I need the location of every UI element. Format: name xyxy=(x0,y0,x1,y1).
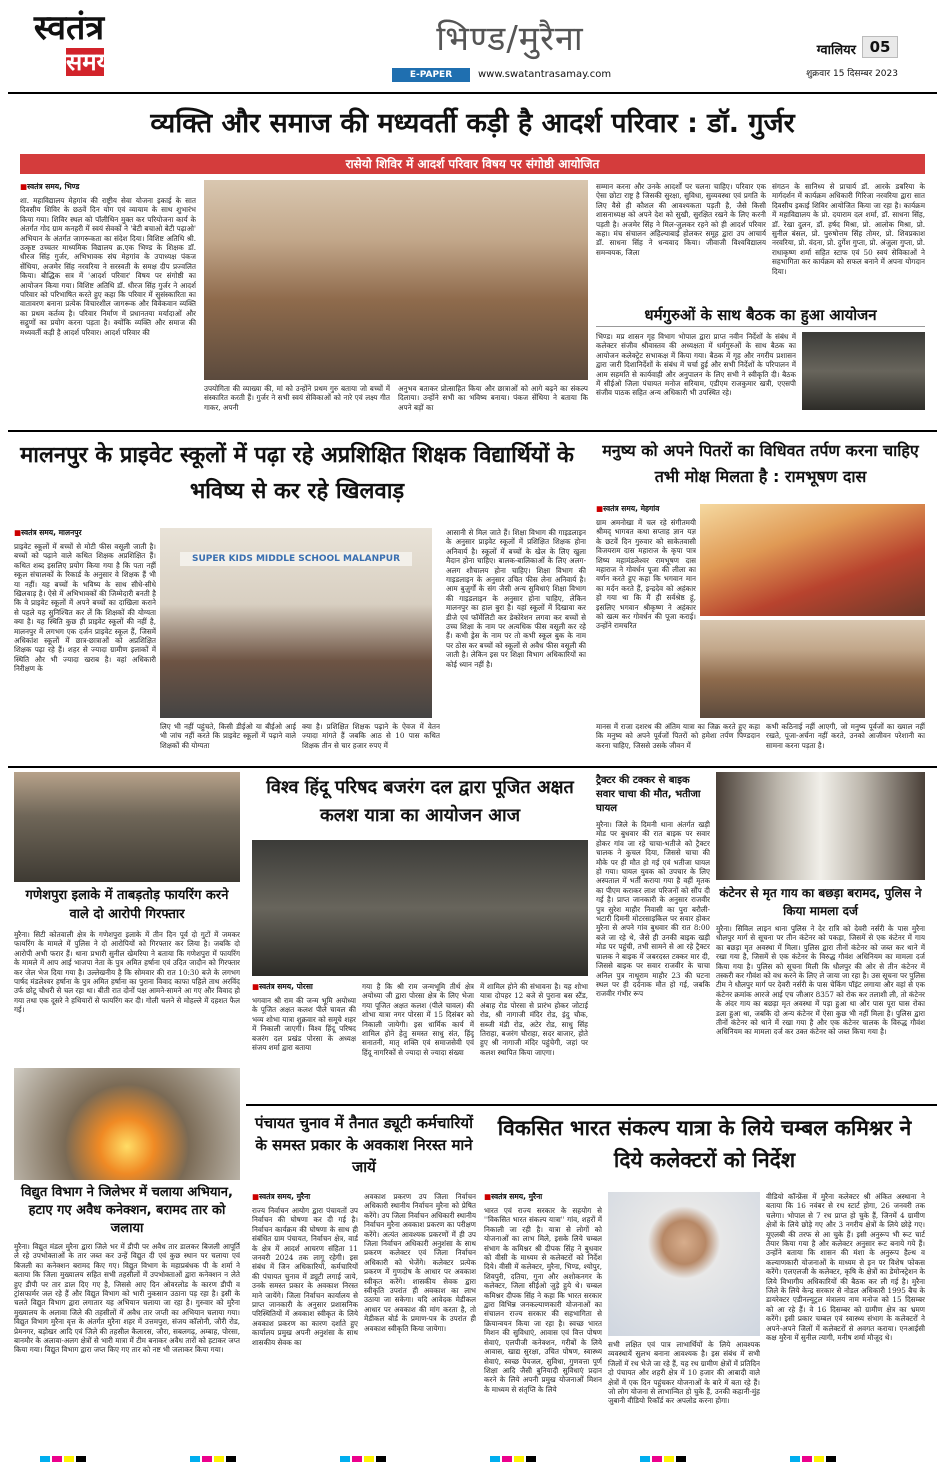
story10-headline: पंचायत चुनाव में तैनात ड्यूटी कर्मचारियों के समस्त प्रकार के अवकाश निरस्त माने जायें xyxy=(255,1114,473,1176)
story10-col2: अवकाश प्रकरण उप जिला निर्वाचन अधिकारी स्थानीय निर्वाचन मुरैना को प्रेषित करेंगे। उप जिला निर्वाचन अधिकारी स्थानीय निर्वाचन मुरैना अवकाश प्रकरण का परीक्षण करेंगे। अत्यंत आवश्यक प्रकरणों में ही उप जिला निर्वाचन अधिकारी अनुशंसा के साथ प्रकरण कलेक्टर एवं जिला निर्वाचन अधिकारी को भेजेंगे। कलेक्टर प्रत्येक प्रकरण में गुणदोष के आधार पर अवकाश स्वीकृत करेंगे। शासकीय सेवक द्वारा स्वीकृति उपरांत ही अवकाश का लाभ उठाया जा सकेगा। यदि आवेदक मेडीकल आधार पर अवकाश की मांग करता है, तो मेडीकल बोर्ड के प्रमाण-पत्र के उपरांत ही अवकाश स्वीकृति किया जायेगा। xyxy=(364,1192,476,1333)
story9-text: मुरैना। विद्युत मंडल मुरैना द्वारा जिले भर में डीपी पर अवैध तार डालकर बिजली आपूर्ति ले रहे उपभोक्ताओं के तार जब्त कर उन्हें विद्युत दी एवं कुछ स्थान पर चलाया एवं बिजली का कनेक्शन बरामद किए गए। विद्युत विभाग के महाप्रबंधक पी के शर्मा ने बताया कि जिला मुख्यालय सहित सभी तहसीलों में उपभोक्ताओं द्वारा कनेक्शन न लेते हुए डीपी पर तार डाल दिए गए है, जिससे आए दिन ओवरलोड के कारण डीपी व ट्रांसफार्मर जल रहे हैं और विद्युत विभाग को भारी नुकसान उठाना पड़ रहा है। इसी के चलते विद्युत विभाग द्वारा लगातार यह अभियान चलाया जा रहा है। गुरुवार को मुरैना मुख्यालय के अलावा जिले की तहसीलों में अवैध तार जप्ती का अभियान चलाया गया। विद्युत विभाग मुरैना वृत्त के अंतर्गत मुरैना शहर में उत्तमपुरा, संजय कॉलोनी, जौरी रोड, प्रेमनगर, बड़ोखर आदि एवं जिले की तहसील कैलारस, जौरा, सबलगढ़, अम्बाह, पोरसा, बानमौर के अलावा-अलग क्षेत्रों से भारी मात्रा में टीम बनाकर अवैध तारों को हटाकर जप्त किया गया। विद्युत विभाग द्वारा जप्त किए गए तार को नष्ट भी जलाकर किया गया। xyxy=(14,1242,240,1355)
story6-col1: भगवान श्री राम की जन्म भूमि अयोध्या के पूजित अक्षत कलश पीले चावल की भव्य शोभा यात्रा शुक्रवार को समूचे शहर में निकाली जाएगी। विश्व हिंदू परिषद बजरंग दल प्रखंड पोरसा के अध्यक्ष संजय शर्मा द्वारा बताया xyxy=(252,996,356,1053)
registration-swatch xyxy=(376,1456,386,1462)
story4-photo-bottom xyxy=(700,620,925,718)
registration-swatch xyxy=(352,1456,362,1462)
story2-photo xyxy=(802,332,925,410)
registration-swatch xyxy=(214,1456,224,1462)
story4-photo-top xyxy=(700,504,925,616)
story7-headline: ट्रैक्टर की टक्कर से बाइक सवार चाचा की मौत, भतीजा घायल xyxy=(596,775,701,814)
story3-headline: मालनपुर के प्राइवेट स्कूलों में पढ़ा रहे अप्रशिक्षित शिक्षक विद्यार्थियों के भविष्य से कर रहे खिलवाड़ xyxy=(20,443,574,504)
story4-bottom1: मानस में राजा दशरथ की अंतिम यात्रा का जिक्र करते हुए कहा कि मनुष्य को अपने पूर्वजों पितरों को हमेशा तर्पण पिण्डदान करना चाहिए, जिससे उसके जीवन में xyxy=(596,722,760,750)
story3-caption1: लिए भी नहीं पहुंचते, किसी डीईओ या बीईओ आई भी जांच नहीं करते कि प्राइवेट स्कूलों में पढ़ाने वाले शिक्षकों की योग्यता xyxy=(160,722,296,750)
divider-2 xyxy=(8,766,937,768)
registration-swatch xyxy=(790,1456,800,1462)
story4-bottom2: कभी कठिनाई नहीं आएगी, जो मनुष्य पूर्वजों का ख्याल नहीं रखते, पूजा-अर्चना नहीं करते, उनको आजीवन परेशानी का सामना करना पड़ता है। xyxy=(766,722,925,750)
story6-photo xyxy=(252,840,588,976)
story8-photo xyxy=(716,772,925,880)
story8-text: मुरैना। सिविल लाइन थाना पुलिस ने देर रात्रि को देवरी नर्सरी के पास मुरैना धौलपुर मार्ग से सूचना पर तीन कंटेनर को पकड़ा, जिसमें से एक कंटेनर में गाय का बछड़ा मृत अवस्था में मिला। पुलिस द्वारा तीनों कंटेनर को जब्त कर थाने में रखा गया है, जिसमें से एक कंटेनर के विरुद्ध गौवंश अधिनियम का मामला दर्ज किया गया है। पुलिस को सूचना मिली कि धौलपुर की ओर से तीन कंटेनर में तस्करी कर गौवंश को वध करने के लिए ले जाया जा रहा है। उस सूचना पर पुलिस टीम ने धौलपुर मार्ग पर देवरी नर्सरी के पास चेकिंग पॉइंट लगाया और वहां से एक कंटेनर क्रमांक आरजे आई एच जीआर 8357 को रोक कर तलाशी ली, तो कंटेनर के अंदर गाय का बछड़ा मृत अवस्था में पड़ा हुआ था और पास पूरा घास रोका डला हुआ था, जबकि दो अन्य कंटेनर में ऐसा कुछ भी नहीं मिला है। पुलिस द्वारा तीनों कंटेनर को थाने में रखा गया है और एक कंटेनर चालक के विरुद्ध गौवंश अधिनियम का मामला दर्ज कर उक्त कंटेनर को जब्त किया गया है। xyxy=(716,924,925,1037)
story7-text: मुरैना। जिले के दिमनी थाना अंतर्गत खड़ी मोड पर बुधवार की रात बाइक पर सवार होकर गांव जा रहे चाचा-भतीजे को ट्रैक्टर चालक ने कुचल दिया, जिससे चाचा की मौके पर ही मौत हो गई एवं भतीजा घायल हो गया। घायल युवक को उपचार के लिए अस्पताल में भर्ती कराया गया है वहीं मृतक का पीएम कराकर लाश परिजनों को सौंप दी गई है। प्राप्त जानकारी के अनुसार राजवीर पुत्र सुरेश माहौर निवासी का पुरा बरौली-भटारी दिमनी मोटरसाइकिल पर सवार होकर मुरैना से अपने गांव बुधवार की रात 8:00 बजे जा रहे थे, जैसे ही उनकी बाइक खड़ी मोड पर पहुंची, तभी सामने से आ रहे ट्रैक्टर चालक ने बाइक में जबरदस्त टक्कर मार दी, जिससे बाइक पर सवार राजवीर के चाचा अनिल पुत्र नाथूराम माहौर 23 की घटना स्थल पर ही दर्दनाक मौत हो गई, जबकि राजवीर गंभीर रूप xyxy=(596,820,710,999)
edition-title: भिण्ड/मुरैना xyxy=(436,19,584,59)
story3-caption2: क्या है। प्रशिक्षित शिक्षक पढ़ाने के ऐवज में वेतन ज्यादा मांगते हैं जबकि आठ से 10 पास कथित शिक्षक तीन से चार हजार रुपए में xyxy=(302,722,440,750)
registration-swatch xyxy=(802,1456,812,1462)
website[interactable]: www.swatantrasamay.com xyxy=(478,69,612,80)
registration-swatch xyxy=(226,1456,236,1462)
story1-col4: सम्मान करना और उनके आदर्शों पर चलना चाहिए। परिवार एक ऐसा छोटा राष्ट्र है जिसकी सुरक्षा, सुविधा, सुव्यवस्था एवं प्रगति के लिए वैसे ही कौशल की आवश्यकता पड़ती है, जैसे किसी शासनाध्यक्ष को अपने देश को सुखी, सुरक्षित रखने के लिए करनी पड़ती है। अजमेर सिंह ने मिल-जुलकर रहने को ही आदर्श परिवार कहा। मंच संचालन अहिल्याबाई होलकर समूह द्वारा उप आचार्य डॉ. साधना सिंह ने धन्यवाद किया। जीवाजी विश्वविद्यालय समन्वयक, जिला xyxy=(596,182,766,257)
story3-photo xyxy=(160,528,432,718)
story11-col2: सभी लक्षित एवं पात्र लाभार्थियों के लिये आवश्यक व्यवस्थायें सुलभ बनाना आवश्यक है। इस संबंध में सभी जिलों में रथ भेजे जा रहे हैं, यह रथ ग्रामीण क्षेत्रों में प्रतिदिन दो पंचायत और शहरी क्षेत्र में 10 हजार की आबादी वाले क्षेत्रों में एक दिन पहुंचकर योजनाओं के बारे में बता रहे हैं। जो लोग योजना से लाभान्वित हो चुके हैं, उनकी कहानी-मुंह जुबानी वीडियो रिकॉर्ड कर अपलोड करना होगा। xyxy=(608,1340,760,1406)
page-number: 05 xyxy=(862,36,898,58)
registration-swatch xyxy=(526,1456,536,1462)
registration-swatch xyxy=(826,1456,836,1462)
city-label: ग्वालियर xyxy=(816,43,856,58)
logo-line2: समय xyxy=(66,48,111,76)
story3-byline: ■ स्वतंत्र समय, मालनपुर xyxy=(14,528,164,538)
registration-swatch xyxy=(340,1456,350,1462)
epaper-label: E-PAPER xyxy=(392,68,470,82)
story4-headline: मनुष्य को अपने पितरों का विधिवत तर्पण करना चाहिए तभी मोक्ष मिलता है : रामभूषण दास xyxy=(602,441,919,486)
story4-byline: ■ स्वतंत्र समय, मेहगांव xyxy=(596,504,736,514)
registration-swatch xyxy=(52,1456,62,1462)
logo xyxy=(14,8,124,88)
story1-photo xyxy=(204,180,588,380)
registration-swatch xyxy=(202,1456,212,1462)
story11-col1: भारत एवं राज्य सरकार के सहयोग से ''विकसित भारत संकल्प यात्रा'' गांव, शहरों में निकाली जा रही है। यात्रा से लोगों को योजनाओं का लाभ मिले, इसके लिये चम्बल संभाग के कमिश्नर श्री दीपक सिंह ने बुधवार को वीसी के माध्यम से कलेक्टरों को निर्देश दिये। वीसी में कलेक्टर, मुरैना, भिण्ड, श्योपुर, शिवपुरी, दतिया, गुना और अशोकनगर के कलेक्टर, जिला सीईओ जुड़े हुये थे। चम्बल कमिश्नर दीपक सिंह ने कहा कि भारत सरकार द्वारा विभिन्न जनकल्याणकारी योजनाओं का संचालन राज्य सरकार की सहभागिता से क्रियान्वयन किया जा रहा है। स्वच्छ भारत मिशन की सुविधाएं, आवास एवं वित्त पोषण सेवाएं, एलपीजी कनेक्शन, गरीबों के लिये आवास, खाद्य सुरक्षा, उचित पोषण, स्वास्थ्य सेवाएं, स्वच्छ पेयजल, सुविधा, गुणवत्ता पूर्ण शिक्षा आदि जैसी बुनियादी सुविधाएं प्रदान करने के लिये अपनी प्रमुख योजनाओं मिशन के माध्यम से संतृप्ति के लिये xyxy=(484,1206,602,1394)
story11-headline: विकसित भारत संकल्प यात्रा के लिये चम्बल कमिश्नर ने दिये कलेक्टरों को निर्देश xyxy=(497,1116,912,1172)
story1-col1: शा. महाविद्यालय मेहगांव की राष्ट्रीय सेवा योजना इकाई के सात दिवसीय शिविर के छठवें दिन योग एवं व्यायाम के साथ शुभारंभ किया गया। शिविर स्थल को पॉलीथिन मुक्त कर परियोजना कार्य के अंतर्गत गोद ग्राम कनहरी में स्वयं सेवकों ने 'बेटी बचाओ बेटी पढ़ाओ' अभियान के अंतर्गत जागरूकता का संदेश दिया। विशिष्ट अतिथि श्री. उत्कृष्ट उच्चतर माध्यमिक विद्यालय क्र.एक भिण्ड के शिक्षक डॉ. धीरज सिंह गुर्जर, अभिभावक संघ मेहगांव के उपाध्यक्ष पंकज सेंथिया, अजमेर सिंह नरवरिया ने सरस्वती के समक्ष दीप प्रज्वलित किया। बौद्धिक सत्र में 'आदर्श परिवार' विषय पर संगोष्ठी का आयोजन किया गया। विशिष्ट अतिथि डॉ. धीरज सिंह गुर्जर ने आदर्श परिवार को परिभाषित करते हुए कहा कि परिवार में सुसंस्कारिता का वातावरण बनाना प्रत्येक विचारशील जागरूक और विवेकवान व्यक्ति का प्रथम कर्तव्य है। परिवार निर्माण में प्रधानतया मर्यादाओं और सद्गुणों का प्रयोग करना पड़ता है। क्योंकि व्यक्ति और समाज की मध्यवर्ती कड़ी है आदर्श परिवार। आदर्श परिवार की xyxy=(20,196,196,337)
registration-swatch xyxy=(676,1456,686,1462)
registration-swatch xyxy=(76,1456,86,1462)
story11-col3: वीडियो कॉन्फ्रेंस में मुरैना कलेक्टर श्री अंकित अस्थाना ने बताया कि 16 नवंबर से रथ स्टार्ट होगा, 26 जनवरी तक चलेगा। भोपाल से 7 रथ प्राप्त हो चुके हैं, जिनमें 4 ग्रामीण क्षेत्रों के लिये छोड़े गए और 3 नगरीय क्षेत्रों के लिये छोड़े गए। यूएलबी की तरफ से आ चुके हैं। इसी अनुरूप भी रूट चार्ट तैयार किया गया है और कलेक्टर अनुसार रूट बनाये गये हैं। उन्होंने बताया कि शासन की मंशा के अनुरूप हैल्थ व कल्याणकारी योजनाओं के माध्यम से इन पर विशेष फोकस करेंगे। एलएलजी के कलेक्टर, कृषि के क्षेत्रों का डेमोन्स्ट्रेशन के लिये विभागीय अधिकारियों की बैठक कर ली गई है। मुरैना जिले के लिये केन्द्र सरकार से नोडल अधिकारी 1995 बैच के डायरेक्टर एडीनल्यूट्रल मंत्रालय नाम मनोज को 15 दिसम्बर को आ रहे हैं। वे 16 दिसम्बर को ग्रामीण क्षेत्र का भ्रमण करेंगे। इसी प्रकार चम्बल एवं स्वास्थ्य संभाग के कलेक्टरों ने अपने-अपने जिलों में कलेक्टरों से अवगत कराया। एनआईसी कक्ष मुरैना में सुनील त्यागी, मनीष शर्मा मौजूद थे। xyxy=(766,1192,925,1343)
registration-swatch xyxy=(64,1456,74,1462)
story6-byline: ■ स्वतंत्र समय, पोरसा xyxy=(252,982,372,992)
story1-subhead: रासेयो शिविर में आदर्श परिवार विषय पर संगोष्ठी आयोजित xyxy=(20,154,925,174)
registration-swatch xyxy=(40,1456,50,1462)
registration-swatch xyxy=(514,1456,524,1462)
logo-line1: स्वतंत्र xyxy=(33,8,105,48)
story4-text: ग्राम अमनोखा में चल रहे संगीतमयी श्रीमद् भागवत कथा सप्ताह ज्ञान यज्ञ के छटवें दिन गुरुवार को साकेतवासी विजयराम दास महाराज के कृपा पात्र शिष्य महामंडलेश्वर रामभूषण दास महाराज ने गोवर्धन पूजा की लीला का वर्णन करते हुए कहा कि भगवान मान का मर्दन करते हैं, इन्द्रदेव को अहंकार हो गया था कि मैं ही सर्वश्रेष्ठ हूं, इसलिए भगवान श्रीकृष्ण ने अहंकार को खत्म कर गोवर्धन की पूजा कराई। उन्होंने रामचरित xyxy=(596,518,696,631)
registration-swatch xyxy=(652,1456,662,1462)
story3-col3: आसानी से मिल जाते हैं। शिक्षा विभाग की गाइडलाइन के अनुसार प्राइवेट स्कूलों में प्रशिक्षित शिक्षक होना अनिवार्य है। स्कूलों में बच्चों के खेल के लिए खुला मैदान होना चाहिए। बालक-बालिकाओं के लिए अलग-अलग शौचालय होना चाहिए। शिक्षा विभाग की गाइडलाइन के अनुसार उचित फीस लेना अनिवार्य है। आम बुज़ुर्गों के संग जैसी अन्य सुविधाएं शिक्षा विभाग की गाइडलाइन के अनुसार होना चाहिए, लेकिन मालनपुर का हाल बुरा है। यहां स्कूलों में दिखावा कर डीजे एवं फॉर्मेलिटी कर डेकोरेशन लगवा कर बच्चों से उच्च शिक्षा के नाम पर अत्यधिक फीस वसूली कर रहे हैं। कभी ड्रेस के नाम पर तो कभी स्कूल बुक के नाम पर ठोस कर बच्चों को स्कूलों से अवैध फीस वसूली की जाती है। लेकिन इस पर शिक्षा विभाग अधिकारियों का कोई ध्यान नहीं है। xyxy=(446,528,586,669)
registration-swatch xyxy=(502,1456,512,1462)
story5-headline: गणेशपुरा इलाके में ताबड़तोड़ फायरिंग करने वाले दो आरोपी गिरफ्तार xyxy=(25,888,229,922)
story1-byline: ■ स्वतंत्र समय, भिण्ड xyxy=(20,182,200,192)
story11-photo xyxy=(608,1192,760,1336)
story10-byline: ■ स्वतंत्र समय, मुरैना xyxy=(252,1192,372,1202)
registration-swatch xyxy=(640,1456,650,1462)
story3-col1: प्राइवेट स्कूलों में बच्चों से मोटी फीस वसूली जाती है। बच्चों को पढ़ाने वाले कथित शिक्षक अप्रशिक्षित हैं। कथित शब्द इसलिए प्रयोग किया गया है कि पता नहीं स्कूल संचालकों के रिकार्ड के अनुसार वे शिक्षक हैं भी या नहीं। यह बच्चों के भविष्य के साथ सीधे-सीधे खिलवाड़ है। ऐसे में अभिभावकों की जिम्मेदारी बनती है कि वे प्राइवेट स्कूलों में अपने बच्चों का दाखिला कराने से पहले यह सुनिश्चित कर लें कि शिक्षकों की योग्यता क्या है। यह स्थिति कुछ ही प्राइवेट स्कूलों की नहीं है, मालनपुर में लगभग एक दर्जन प्राइवेट स्कूल हैं, जिसमें अधिकांश स्कूलों में छात्र-छात्राओं को अप्रशिक्षित शिक्षक पढ़ा रहे हैं। शहर से ज्यादा ग्रामीण इलाकों में स्थिति और भी ज्यादा खराब है। वहां अधिकारी निरीक्षण के xyxy=(14,542,156,674)
divider-3 xyxy=(246,1104,937,1106)
issue-date: शुक्रवार 15 दिसम्बर 2023 xyxy=(806,69,898,79)
story8-headline: कंटेनर से मृत गाय का बछड़ा बरामद, पुलिस ने किया मामला दर्ज xyxy=(719,886,922,918)
registration-swatch xyxy=(364,1456,374,1462)
story6-headline: विश्व हिंदू परिषद बजरंग दल द्वारा पूजित अक्षत कलश यात्रा का आयोजन आज xyxy=(266,777,574,826)
story6-col2: गया है कि श्री राम जन्मभूमि तीर्थ क्षेत्र अयोध्या जी द्वारा पोरसा क्षेत्र के लिए भेजा गया पूजित अक्षत कलश (पीले चावल) की शोभा यात्रा नगर पोरसा में 15 दिसंबर को निकाली जायेगी। इस धार्मिक कार्य में शामिल होने हेतु समस्त साधु संत, हिंदू सनातनी, मातृ शक्ति एवं समाजसेवी एवं हिंदू नागरिकों से ज्यादा से ज्यादा संख्या xyxy=(362,982,474,1057)
story10-col1: राज्य निर्वाचन आयोग द्वारा पंचायतों उप निर्वाचन की घोषणा कर दी गई है। निर्वाचन कार्यक्रम की घोषणा के साथ ही संबंधित ग्राम पंचायत, निर्वाचन क्षेत्र, वार्ड के क्षेत्र में आदर्श आचरण संहिता 11 जनवरी 2024 तक लागू रहेगी। इस संबंध में जिन अधिकारियों, कर्मचारियों की पंचायत चुनाव में ड्यूटी लगाई जाये, उनके समस्त प्रकार के अवकाश निरस्त माने जायेंगे। जिला निर्वाचन कार्यालय से प्राप्त जानकारी के अनुसार प्रशासनिक परिस्थितियों में अवकाश स्वीकृत के लिये अवकाश प्रकरण का कारण दर्शाते हुए कार्यालय प्रमुख अपनी अनुशंसा के साथ शासकीय सेवक का xyxy=(252,1206,358,1347)
registration-marks xyxy=(0,1452,945,1468)
story5-text: मुरैना। सिटी कोतवाली क्षेत्र के गणेशपुरा इलाके में तीन दिन पूर्व दो गुटों में जमकर फायरिंग के मामले में पुलिस ने दो आरोपियों को गिरफ्तार कर लिया है। जबकि दो आरोपी अभी फरार हैं। थाना प्रभारी सुनील खेमरिया ने बताया कि गणेशपुरा में फायरिंग के मामले में आप आई भाजपा नेता के पुत्र अमित हर्षाना एवं उदित जादौन को गिरफ्तार कर जेल भेज दिया गया है। उल्लेखनीय है कि सोमवार की रात 10:30 बजे के लगभग पार्षद मंडलेश्वर हर्षाना के पुत्र अमित हर्षाना का पुराना विवाद काफा पहिले ताथ अरविंद उर्फ छोटू चौधरी से चल रहा था। बीती रात दोनों पक्ष आमने-सामने आ गए और विवाद हो गया तथा एक दूसरे ने हथियारों से फायरिंग कर दी। गोली चलने से मोहल्ले में दहशत फैल गई। xyxy=(14,930,240,1015)
registration-swatch xyxy=(814,1456,824,1462)
divider-1 xyxy=(8,430,937,432)
story1-col3: अनुभव बताकर प्रोत्साहित किया और छात्राओं को आगे बढ़ने का संकल्प दिलाया। उन्होंने सभी का भविष्य बनाया। पंकज सेंथिया ने बताया कि अपने बड़ों का xyxy=(398,384,588,412)
story9-photo xyxy=(14,1068,240,1180)
story1-headline: व्यक्ति और समाज की मध्यवर्ती कड़ी है आदर्श परिवार : डॉ. गुर्जर xyxy=(150,108,795,139)
school-sign: SUPER KIDS MIDDLE SCHOOL MALANPUR xyxy=(180,552,412,566)
story2-headline: धर्मगुरुओं के साथ बैठक का हुआ आयोजन xyxy=(596,304,925,327)
story11-byline: ■ स्वतंत्र समय, मुरैना xyxy=(484,1192,604,1202)
story1-col5: संगठन के सानिध्य से प्राचार्य डॉ. आरके डबरिया के मार्गदर्शन में कार्यक्रम अधिकारी गिरिजा नरवरिया द्वारा सात दिवसीय इकाई शिविर आयोजित किया जा रहा है। कार्यक्रम में महाविद्यालय के प्रो. दयाराम दल शर्मा, डॉ. साधना सिंह, डॉ. रेखा दुलन, डॉ. हर्षद मिश्रा, प्रो. आलोक मिश्रा, प्रो. सुनील बंसल, प्रो. पुरुषोत्तम सिंह तोमर, प्रो. शिवप्रकाश नरवरिया, प्रो. वंदना, प्रो. दुर्गेश गुप्ता, प्रो. अंजुला गुप्ता, प्रो. राधाकृष्ण शर्मा सहित स्टाफ एवं 50 स्वयं सेविकाओं ने सहभागिता कर कार्यक्रम को सफल बनाने में अपना योगदान दिया। xyxy=(772,182,925,276)
registration-swatch xyxy=(664,1456,674,1462)
story1-col2: उपयोगिता की व्याख्या की, मां को उन्होंने प्रथम गुरु बताया जो बच्चों में संस्कारित करती हैं। गुर्जर ने सभी स्वयं सेविकाओं को नारे एवं लक्ष्य गीत गाकर, अपनी xyxy=(204,384,390,412)
masthead-rule xyxy=(8,92,937,94)
masthead xyxy=(0,0,945,92)
story5-photo xyxy=(14,772,240,882)
story2-text: भिण्ड। मप्र शासन गृह विभाग भोपाल द्वारा प्राप्त नवीन निर्देशों के संबंध में कलेक्टर संजीव श्रीवास्तव की अध्यक्षता में धर्मगुरुओं के साथ बैठक का आयोजन कलेक्ट्रेट सभाकक्ष में किया गया। बैठक में गृह और नगरीय प्रशासन द्वारा जारी दिशानिर्देशों के संबंध में चर्चा हुई और सभी निर्देशों के परिपालन में आम सहमति से कार्यवाही और अनुपालन के लिए सभी ने स्वीकृति दी। बैठक में सीईओ जिला पंचायत मनोज सरियाम, एडीएम राजकुमार खत्री, एएसपी संजीव पाठक सहित अन्य अधिकारी भी उपस्थित रहे। xyxy=(596,332,796,398)
registration-swatch xyxy=(490,1456,500,1462)
registration-swatch xyxy=(190,1456,200,1462)
story9-headline: विद्युत विभाग ने जिलेभर में चलाया अभियान, हटाए गए अवैध कनेक्शन, बरामद तार को जलाया xyxy=(21,1185,233,1236)
story6-col3: में शामिल होने की संभावना है। यह शोभा यात्रा दोपहर 12 बजे से पुराना बस स्टैंड, अंबाह रोड पोरसा से प्रारंभ होकर जोटाई रोड, श्री नागाजी मंदिर रोड, इंदु चौक, सब्जी मंडी रोड, अटेर रोड, साधु सिंह तिराहा, बजरंग चौराहा, सदर बाजार, होते हुए श्री नागाजी मंदिर पहुंचेगी, जहां पर कलश स्थापित किया जाएगा। xyxy=(480,982,588,1057)
